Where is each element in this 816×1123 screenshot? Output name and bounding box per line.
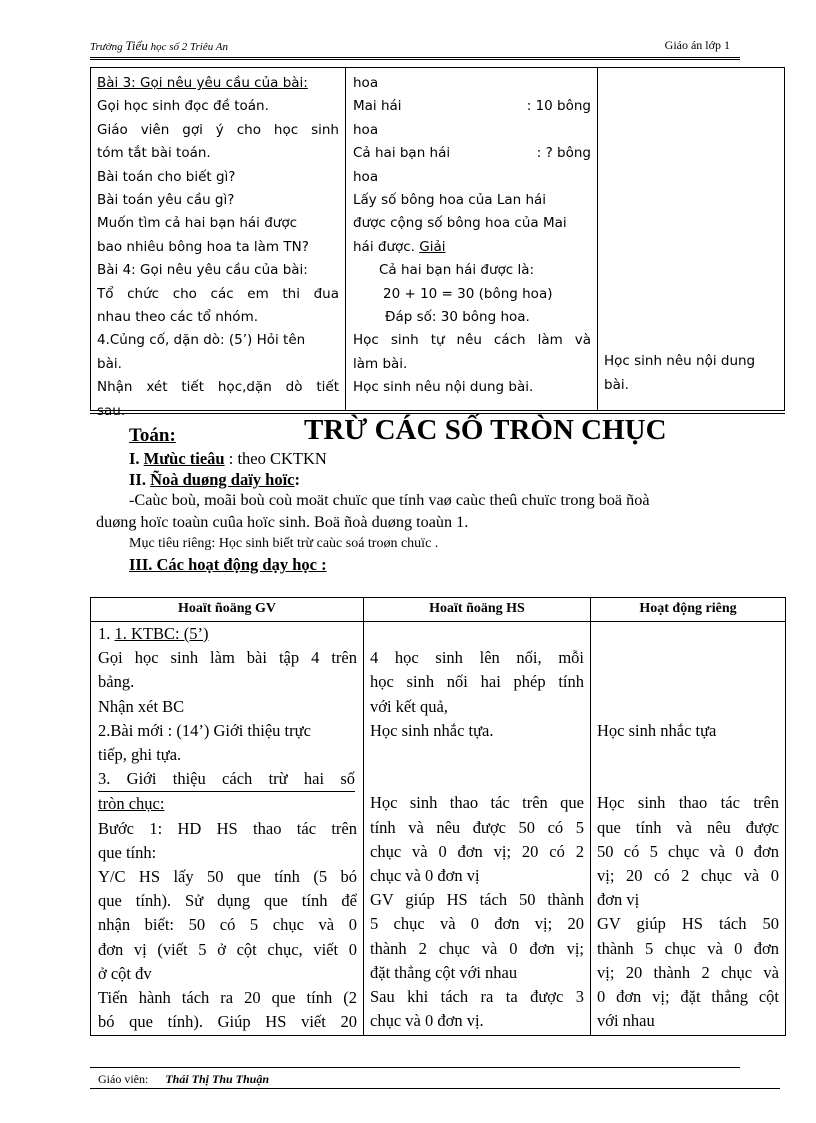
table1-line: Học sinh nêu nội dung bài. — [353, 379, 534, 396]
continuation-table — [90, 67, 785, 419]
table2-line: bó que tính). Giúp HS viết 20 — [98, 1012, 357, 1032]
table2-line: Học sinh nhắc tựa — [597, 720, 717, 740]
individual-activity-column — [591, 622, 785, 1033]
materials-line-1: -Caùc boù, moãi boù coù moät chuïc que tính vaø caùc theû chuïc trong boä ñoà — [129, 491, 650, 509]
table1-line: Cả hai bạn hái : ? bông — [353, 145, 591, 162]
table1-line: Bài toán yêu cầu gì? — [97, 192, 235, 209]
teacher-name: Thái Thị Thu Thuận — [165, 1072, 270, 1086]
table2-line: vị; 20 có 2 chục và 0 — [597, 866, 779, 886]
table2-line: que tính và nêu được — [597, 817, 779, 837]
table2-line: chục và 0 đơn vị; 20 có 2 — [370, 841, 584, 861]
table1-line: Tổ chức cho các em thi đua — [97, 285, 339, 302]
school-name — [90, 38, 228, 54]
table2-line: với kết quả, — [370, 696, 448, 716]
teacher-activity-column — [91, 622, 363, 1034]
table1-line: Gọi học sinh đọc đề toán. — [97, 98, 269, 115]
lesson-plan-label: Giáo án lớp 1 — [664, 38, 730, 52]
table1-line: tóm tắt bài toán. — [97, 145, 211, 162]
table2-line: 50 có 5 chục và 0 đơn — [597, 841, 779, 861]
footer-rule — [90, 1067, 740, 1068]
table2-line: 2.Bài mới : (14’) Giới thiệu trực — [98, 720, 311, 740]
header-individual-activity: Hoạt động riêng — [639, 601, 737, 616]
school-tieu: Tiểu — [125, 38, 148, 53]
activities-heading: III. Các hoạt động dạy học : — [129, 555, 327, 574]
table2-line: thành 2 chục và 0 đơn vị; — [370, 938, 584, 958]
student-activity-column — [364, 622, 590, 1033]
table2-line: Học sinh thao tác trên que — [370, 793, 584, 813]
footer-rule-2 — [90, 1088, 780, 1089]
table2-line: GV giúp HS tách 50 — [597, 914, 779, 934]
table2-line: Y/C HS lấy 50 que tính (5 bó — [98, 867, 357, 887]
table1-line: hoa — [353, 168, 379, 185]
table2-line: tiếp, ghi tựa. — [98, 745, 182, 765]
individual-objective: Mục tiêu riêng: Học sinh biết trừ caùc soá troøn chuïc . — [129, 536, 439, 551]
table2-line — [597, 622, 779, 646]
table2-line: 3. Giới thiệu cách trừ hai số — [98, 767, 355, 792]
table2-line: 1. 1. KTBC: (5’) — [98, 624, 209, 643]
materials-heading: II. Ñoà duøng daïy hoïc: — [129, 470, 301, 489]
subject-label: Toán: — [129, 425, 176, 446]
header-student-activity: Hoaït ñoäng HS — [429, 601, 525, 616]
table1-line: Bài 4: Gọi nêu yêu cầu của bài: — [97, 262, 308, 279]
table1-line: bài. — [604, 377, 629, 393]
table2-line: tính và nêu được 50 có 5 — [370, 817, 584, 837]
table2-line: tròn chục: — [98, 794, 165, 814]
table2-line — [370, 743, 584, 767]
table2-line: với nhau — [597, 1011, 655, 1031]
table1-line: bài. — [97, 355, 122, 372]
table1-line: Muốn tìm cả hai bạn hái được — [97, 215, 298, 232]
table2-line: đơn vị (viết 5 ở cột chục, viết 0 — [98, 939, 357, 959]
header-teacher-activity: Hoaït ñoäng GV — [177, 601, 276, 616]
table1-line: Giáo viên gợi ý cho học sinh — [97, 121, 339, 138]
table2-line: Học sinh nhắc tựa. — [370, 720, 494, 740]
table2-line: vị; 20 thành 2 chục và — [597, 962, 779, 982]
table2-line: ở cột đv — [98, 963, 152, 983]
table2-line: 4 học sinh lên nối, mỗi — [370, 648, 584, 668]
teacher-activity-column — [91, 68, 346, 419]
table2-line: Gọi học sinh làm bài tập 4 trên — [98, 648, 357, 668]
objectives-line: I. Mưùc tieâu : theo CKTKN — [129, 449, 327, 468]
table1-line: Cả hai bạn hái được là: — [379, 262, 535, 279]
school-rest: học số 2 Triêu An — [150, 41, 228, 53]
table1-line: 4.Củng cố, dặn dò: (5’) Hỏi tên — [97, 332, 306, 349]
table2-line: nhận biết: 50 có 5 chục và 0 — [98, 915, 357, 935]
table2-line: đặt thẳng cột với nhau — [370, 962, 518, 982]
table1-line: nhau theo các tổ nhóm. — [97, 309, 259, 326]
page-header — [90, 38, 740, 56]
table2-line — [370, 622, 584, 646]
table1-line: Nhận xét tiết học,dặn dò tiết — [97, 379, 339, 396]
page-footer — [98, 1072, 269, 1087]
table1-line: sau. — [97, 402, 126, 419]
student-activity-column — [346, 68, 598, 410]
table1-line: Bài 3: Gọi nêu yêu cầu của bài: — [97, 75, 308, 91]
table2-line: Tiến hành tách ra 20 que tính (2 — [98, 988, 357, 1008]
activities-table — [90, 597, 786, 1036]
table1-line: hái được. Giải — [353, 238, 446, 255]
table2-line: thành 5 chục và 0 đơn — [597, 938, 779, 958]
individual-activity-column — [598, 68, 784, 410]
table2-line: 0 đơn vị; đặt thẳng cột — [597, 987, 779, 1007]
table2-line: Bước 1: HD HS thao tác trên — [98, 818, 357, 838]
table2-line — [597, 646, 779, 670]
table2-line: bảng. — [98, 672, 135, 692]
table1-line: Mai hái : 10 bông — [353, 98, 591, 115]
table1-line: 20 + 10 = 30 (bông hoa) — [383, 285, 553, 302]
table2-line — [597, 670, 779, 694]
materials-line-2: duøng hoïc toaùn cuûa hoïc sinh. Boä ñoà duøng toaùn 1. — [96, 513, 469, 531]
table1-line: Lấy số bông hoa của Lan hái — [353, 192, 547, 209]
header-rule-2 — [90, 59, 740, 60]
table1-line: Đáp số: 30 bông hoa. — [385, 309, 530, 326]
table2-line — [597, 695, 779, 719]
table1-line: Học sinh tự nêu cách làm và — [353, 332, 591, 349]
table2-line: chục và 0 đơn vị. — [370, 1011, 484, 1031]
table1-line: Bài toán cho biết gì? — [97, 168, 236, 185]
table1-line: hoa — [353, 121, 379, 138]
table2-line — [370, 767, 584, 791]
table2-line: Nhận xét BC — [98, 696, 185, 716]
table1-line: hoa — [353, 75, 379, 91]
table2-line: 5 chục và 0 đơn vị; 20 — [370, 914, 584, 934]
header-rule — [90, 57, 740, 58]
teacher-label: Giáo viên: — [98, 1072, 149, 1086]
table1-line: làm bài. — [353, 355, 408, 372]
table1-line: bao nhiêu bông hoa ta làm TN? — [97, 238, 309, 255]
table2-line: Sau khi tách ra ta được 3 — [370, 987, 584, 1007]
table2-line: GV giúp HS tách 50 thành — [370, 890, 584, 910]
table1-line: được cộng số bông hoa của Mai — [353, 215, 567, 232]
table2-line: que tính). Sử dụng que tính để — [98, 891, 357, 911]
table2-line: Học sinh thao tác trên — [597, 793, 779, 813]
table2-line: que tính: — [98, 842, 157, 862]
table2-line: chục và 0 đơn vị — [370, 866, 480, 886]
lesson-title: TRỪ CÁC SỐ TRÒN CHỤC — [304, 414, 667, 446]
school-prefix: Trường — [90, 41, 123, 53]
table2-line — [597, 743, 779, 767]
table2-line: đơn vị — [597, 890, 640, 910]
table-header-row — [91, 598, 785, 622]
table1-line: Học sinh nêu nội dung — [604, 353, 756, 369]
table2-line — [597, 767, 779, 791]
table2-line: học sinh nối hai phép tính — [370, 672, 584, 692]
